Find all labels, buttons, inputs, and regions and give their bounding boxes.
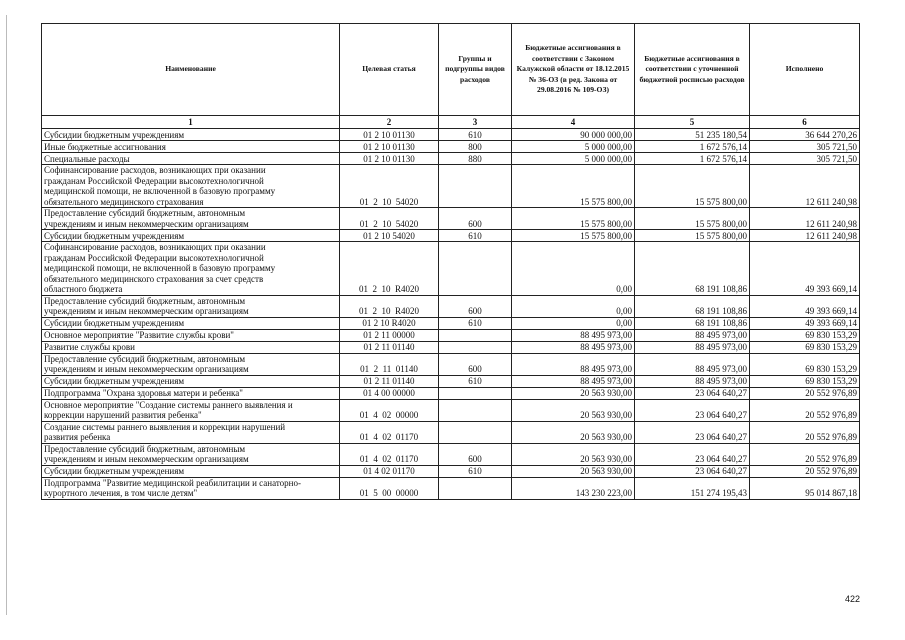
- table-header-row: [42, 24, 860, 116]
- row-law-allocation: 20 563 930,00: [512, 387, 635, 399]
- row-name: Субсидии бюджетным учреждениям: [42, 375, 340, 387]
- row-name: Предоставление субсидий бюджетным, автономным учреждениям и иным некоммерческим организациям: [42, 443, 340, 465]
- table-row: [42, 317, 860, 329]
- row-executed: 20 552 976,89: [750, 421, 860, 443]
- budget-table: [41, 23, 860, 500]
- row-name: Предоставление субсидий бюджетным, автономным учреждениям и иным некоммерческим организациям: [42, 353, 340, 375]
- row-executed: 69 830 153,29: [750, 341, 860, 353]
- row-name: Развитие службы крови: [42, 341, 340, 353]
- row-refined-allocation: 88 495 973,00: [635, 375, 750, 387]
- row-expense-group: [439, 242, 512, 296]
- table-row: [42, 399, 860, 421]
- row-executed: 49 393 669,14: [750, 317, 860, 329]
- column-number: 1: [42, 116, 340, 129]
- row-refined-allocation: 51 235 180,54: [635, 129, 750, 141]
- row-expense-group: 800: [439, 141, 512, 153]
- row-name: Субсидии бюджетным учреждениям: [42, 230, 340, 242]
- header-expense-groups: Группы и подгруппы видов расходов: [439, 24, 512, 116]
- row-law-allocation: 90 000 000,00: [512, 129, 635, 141]
- row-target-article: 01 4 02 01170: [340, 443, 439, 465]
- table-row: [42, 230, 860, 242]
- column-number: 3: [439, 116, 512, 129]
- table-row: [42, 375, 860, 387]
- row-expense-group: 610: [439, 230, 512, 242]
- row-refined-allocation: 15 575 800,00: [635, 208, 750, 230]
- row-target-article: 01 2 11 01140: [340, 375, 439, 387]
- row-target-article: 01 2 11 01140: [340, 353, 439, 375]
- table-row: [42, 329, 860, 341]
- row-target-article: 01 2 10 54020: [340, 230, 439, 242]
- table-row: [42, 129, 860, 141]
- column-number: 6: [750, 116, 860, 129]
- row-law-allocation: 0,00: [512, 295, 635, 317]
- row-refined-allocation: 1 672 576,14: [635, 153, 750, 165]
- row-name: Основное мероприятие "Создание системы раннего выявления и коррекции нарушений развития ребенка": [42, 399, 340, 421]
- row-law-allocation: 88 495 973,00: [512, 375, 635, 387]
- row-expense-group: [439, 341, 512, 353]
- row-executed: 20 552 976,89: [750, 465, 860, 477]
- row-refined-allocation: 1 672 576,14: [635, 141, 750, 153]
- header-name: Наименование: [42, 24, 340, 116]
- row-refined-allocation: 23 064 640,27: [635, 399, 750, 421]
- margin-line: [6, 15, 7, 615]
- row-refined-allocation: 23 064 640,27: [635, 465, 750, 477]
- row-expense-group: 610: [439, 129, 512, 141]
- row-refined-allocation: 68 191 108,86: [635, 317, 750, 329]
- row-target-article: 01 2 10 R4020: [340, 295, 439, 317]
- table-row: [42, 443, 860, 465]
- row-target-article: 01 2 10 01130: [340, 141, 439, 153]
- row-name: Специальные расходы: [42, 153, 340, 165]
- row-name: Подпрограмма "Развитие медицинской реабилитации и санаторно- курортного лечения, в том числе детям": [42, 477, 340, 499]
- table-row: [42, 141, 860, 153]
- header-target-article: Целевая статья: [340, 24, 439, 116]
- table-body: [42, 129, 860, 500]
- row-executed: 49 393 669,14: [750, 295, 860, 317]
- row-expense-group: 600: [439, 295, 512, 317]
- row-target-article: 01 2 10 54020: [340, 208, 439, 230]
- row-law-allocation: 20 563 930,00: [512, 421, 635, 443]
- row-target-article: 01 2 10 R4020: [340, 242, 439, 296]
- row-refined-allocation: 88 495 973,00: [635, 353, 750, 375]
- row-refined-allocation: 23 064 640,27: [635, 387, 750, 399]
- row-name: Создание системы раннего выявления и коррекции нарушений развития ребенка: [42, 421, 340, 443]
- row-target-article: 01 4 02 01170: [340, 421, 439, 443]
- row-law-allocation: 20 563 930,00: [512, 399, 635, 421]
- row-executed: 36 644 270,26: [750, 129, 860, 141]
- table-row: [42, 165, 860, 208]
- table-row: [42, 353, 860, 375]
- row-executed: 20 552 976,89: [750, 443, 860, 465]
- row-refined-allocation: 23 064 640,27: [635, 443, 750, 465]
- row-refined-allocation: 68 191 108,86: [635, 295, 750, 317]
- row-target-article: 01 2 10 R4020: [340, 317, 439, 329]
- row-law-allocation: 15 575 800,00: [512, 208, 635, 230]
- row-law-allocation: 20 563 930,00: [512, 443, 635, 465]
- row-target-article: 01 2 11 00000: [340, 329, 439, 341]
- row-executed: 305 721,50: [750, 153, 860, 165]
- row-law-allocation: 0,00: [512, 242, 635, 296]
- header-refined-allocations: Бюджетные ассигнования в соответствии с уточненной бюджетной росписью расходов: [635, 24, 750, 116]
- header-executed: Исполнено: [750, 24, 860, 116]
- row-executed: 20 552 976,89: [750, 387, 860, 399]
- table-row: [42, 341, 860, 353]
- row-law-allocation: 5 000 000,00: [512, 141, 635, 153]
- row-refined-allocation: 68 191 108,86: [635, 242, 750, 296]
- table-row: [42, 387, 860, 399]
- row-executed: 69 830 153,29: [750, 353, 860, 375]
- row-name: Софинансирование расходов, возникающих при оказании гражданам Российской Федерации высокотехнологичной медицинской помощи, не включенной в базовую программу обязательного медицинского страхования: [42, 165, 340, 208]
- row-expense-group: [439, 399, 512, 421]
- row-expense-group: [439, 387, 512, 399]
- row-executed: 95 014 867,18: [750, 477, 860, 499]
- row-expense-group: 610: [439, 375, 512, 387]
- row-executed: 69 830 153,29: [750, 329, 860, 341]
- row-target-article: 01 5 00 00000: [340, 477, 439, 499]
- column-number-row: [42, 116, 860, 129]
- table-row: [42, 208, 860, 230]
- row-expense-group: 610: [439, 465, 512, 477]
- row-target-article: 01 2 10 01130: [340, 153, 439, 165]
- column-number: 5: [635, 116, 750, 129]
- row-refined-allocation: 15 575 800,00: [635, 165, 750, 208]
- row-executed: 20 552 976,89: [750, 399, 860, 421]
- row-expense-group: [439, 165, 512, 208]
- row-expense-group: 600: [439, 208, 512, 230]
- row-expense-group: 610: [439, 317, 512, 329]
- row-target-article: 01 4 02 00000: [340, 399, 439, 421]
- row-target-article: 01 2 10 01130: [340, 129, 439, 141]
- row-law-allocation: 88 495 973,00: [512, 353, 635, 375]
- row-refined-allocation: 151 274 195,43: [635, 477, 750, 499]
- row-name: Предоставление субсидий бюджетным, автономным учреждениям и иным некоммерческим организациям: [42, 208, 340, 230]
- row-target-article: 01 2 10 54020: [340, 165, 439, 208]
- row-refined-allocation: 23 064 640,27: [635, 421, 750, 443]
- row-law-allocation: 0,00: [512, 317, 635, 329]
- row-name: Софинансирование расходов, возникающих при оказании гражданам Российской Федерации высокотехнологичной медицинской помощи, не включенной в базовую программу обязательного медицинского страхования за счет средств областного бюджета: [42, 242, 340, 296]
- row-expense-group: [439, 421, 512, 443]
- table-row: [42, 242, 860, 296]
- row-name: Предоставление субсидий бюджетным, автономным учреждениям и иным некоммерческим организациям: [42, 295, 340, 317]
- page-number: 422: [845, 594, 861, 604]
- row-target-article: 01 4 00 00000: [340, 387, 439, 399]
- row-law-allocation: 5 000 000,00: [512, 153, 635, 165]
- row-law-allocation: 15 575 800,00: [512, 230, 635, 242]
- row-name: Субсидии бюджетным учреждениям: [42, 465, 340, 477]
- row-name: Подпрограмма "Охрана здоровья матери и ребенка": [42, 387, 340, 399]
- row-expense-group: 880: [439, 153, 512, 165]
- header-law-allocations: Бюджетные ассигнования в соответствии с Законом Калужской области от 18.12.2015 № 36-ОЗ (в ред. Закона от 29.08.2016 № 109-ОЗ): [512, 24, 635, 116]
- column-number: 2: [340, 116, 439, 129]
- row-expense-group: 600: [439, 443, 512, 465]
- row-name: Субсидии бюджетным учреждениям: [42, 129, 340, 141]
- row-refined-allocation: 15 575 800,00: [635, 230, 750, 242]
- row-law-allocation: 20 563 930,00: [512, 465, 635, 477]
- row-expense-group: [439, 329, 512, 341]
- table-row: [42, 295, 860, 317]
- row-name: Субсидии бюджетным учреждениям: [42, 317, 340, 329]
- row-refined-allocation: 88 495 973,00: [635, 341, 750, 353]
- table-row: [42, 477, 860, 499]
- row-executed: 12 611 240,98: [750, 165, 860, 208]
- row-law-allocation: 143 230 223,00: [512, 477, 635, 499]
- row-law-allocation: 88 495 973,00: [512, 341, 635, 353]
- table-row: [42, 153, 860, 165]
- column-number: 4: [512, 116, 635, 129]
- row-expense-group: [439, 477, 512, 499]
- row-expense-group: 600: [439, 353, 512, 375]
- row-executed: 49 393 669,14: [750, 242, 860, 296]
- row-target-article: 01 4 02 01170: [340, 465, 439, 477]
- row-target-article: 01 2 11 01140: [340, 341, 439, 353]
- table-row: [42, 421, 860, 443]
- row-executed: 12 611 240,98: [750, 208, 860, 230]
- row-law-allocation: 88 495 973,00: [512, 329, 635, 341]
- row-executed: 69 830 153,29: [750, 375, 860, 387]
- row-refined-allocation: 88 495 973,00: [635, 329, 750, 341]
- row-law-allocation: 15 575 800,00: [512, 165, 635, 208]
- row-name: Основное мероприятие "Развитие службы крови": [42, 329, 340, 341]
- row-name: Иные бюджетные ассигнования: [42, 141, 340, 153]
- row-executed: 12 611 240,98: [750, 230, 860, 242]
- row-executed: 305 721,50: [750, 141, 860, 153]
- table-row: [42, 465, 860, 477]
